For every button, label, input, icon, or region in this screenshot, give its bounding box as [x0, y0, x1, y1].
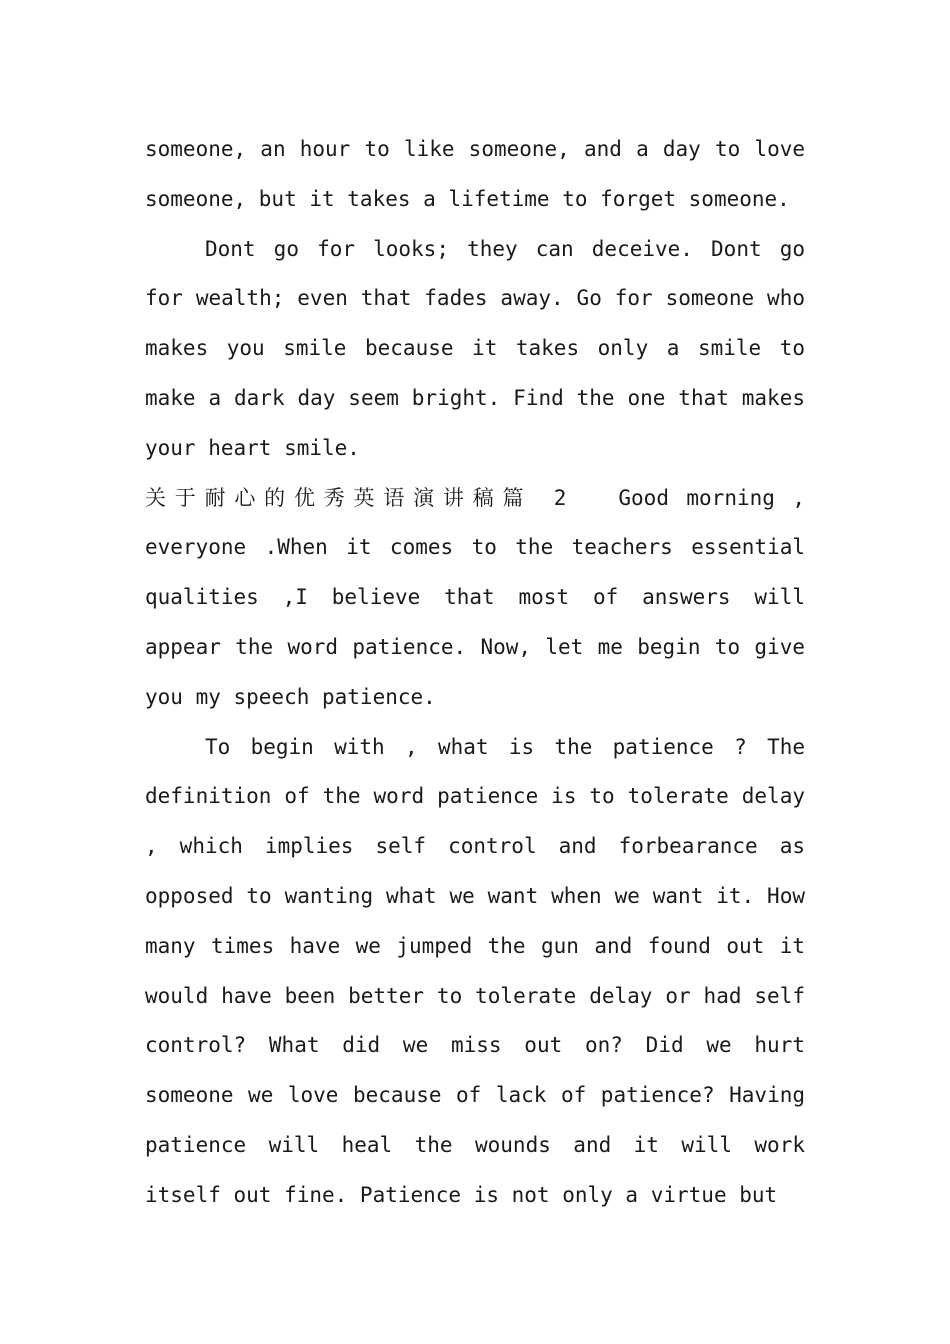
paragraph-1: someone, an hour to like someone, and a day to love someone, but it takes a lifetime to forget someone. — [145, 137, 805, 211]
paragraph-4: To begin with , what is the patience ? The definition of the word patience is to tolerate delay , which implies self control and forbearance as opposed to wanting what we want when we want it. How many times have we jumped the gun and found out it would have been better to tolerate delay or had self control? What did we miss out on? Did we hurt someone we love because of lack of patience? Having patience will heal the wounds and it will work itself out fine. Patience is not only a virtue but — [145, 734, 805, 1207]
document-body — [145, 125, 805, 1221]
paragraph-2: Dont go for looks; they can deceive. Dont go for wealth; even that fades away. Go for someone who makes you smile because it takes only a smile to make a dark day seem bright. Find the one that makes your heart smile. — [145, 236, 805, 460]
paragraph-3-with-heading — [145, 474, 805, 723]
paragraph-3: Good morning , everyone .When it comes to the teachers essential qualities ,I believe that most of answers will appear the word patience. Now, let me begin to give you my speech patience. — [145, 485, 805, 709]
section-heading: 关于耐心的优秀英语演讲稿篇 2 — [145, 485, 571, 510]
